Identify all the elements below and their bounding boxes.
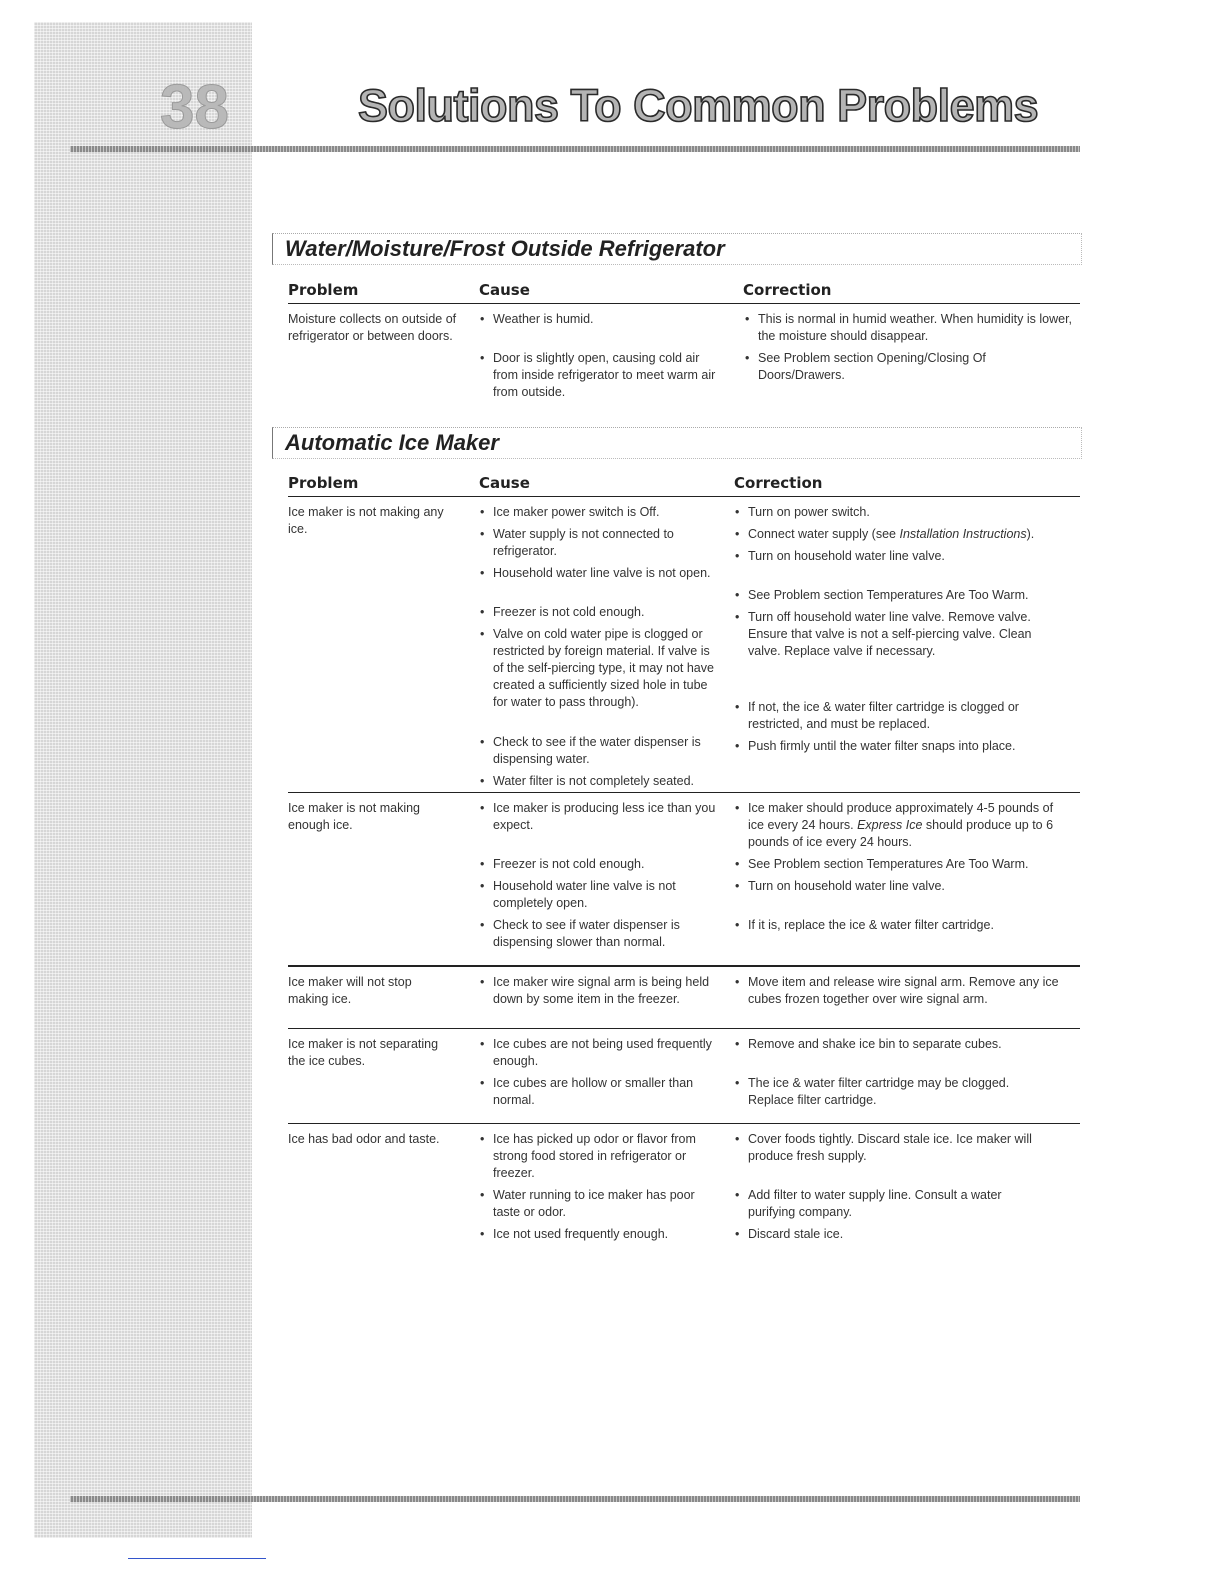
- row-divider: [288, 965, 1080, 967]
- row-divider: [288, 792, 1080, 793]
- correction-item: • Move item and release wire signal arm. Remove any ice cubes frozen together over wire signal arm.: [735, 974, 1078, 1008]
- cause-item: • Household water line valve is not completely open.: [480, 878, 718, 912]
- cause-item: • Ice has picked up odor or flavor from strong food stored in refrigerator or freezer.: [480, 1131, 725, 1182]
- problem-cell: Ice maker is not making any ice.: [288, 505, 444, 536]
- cause-item: • Ice maker wire signal arm is being held down by some item in the freezer.: [480, 974, 718, 1008]
- column-header-correction: Correction: [743, 281, 832, 299]
- section-header-moisture: [272, 233, 1082, 265]
- correction-item: • Remove and shake ice bin to separate cubes.: [735, 1036, 1078, 1053]
- correction-item: • Turn off household water line valve. Remove valve. Ensure that valve is not a self-piercing valve. Clean valve. Replace valve if necessary.: [735, 609, 1058, 660]
- cause-item: • Water filter is not completely seated.: [480, 773, 733, 790]
- correction-item: • If not, the ice & water filter cartridge is clogged or restricted, and must be replaced.: [735, 699, 1058, 733]
- column-header-problem: Problem: [288, 474, 359, 492]
- header-divider: [288, 303, 1080, 304]
- cause-item: • Valve on cold water pipe is clogged or restricted by foreign material. If valve is of the self-piercing type, it may not have created a sufficiently sized hole in tube for water to pass through).: [480, 626, 718, 711]
- column-header-cause: Cause: [479, 474, 530, 492]
- correction-item: • Turn on household water line valve.: [735, 548, 1078, 565]
- cause-item: • Ice maker is producing less ice than you expect.: [480, 800, 718, 834]
- footer-link-underline: [128, 1558, 266, 1559]
- problem-cell: Ice maker is not separating the ice cubes.: [288, 1037, 439, 1068]
- correction-text: should produce up to 6 pounds of ice every 24 hours.: [748, 818, 1054, 849]
- correction-text: Connect water supply (see: [748, 527, 900, 541]
- header-divider: [288, 496, 1080, 497]
- section-title: Automatic Ice Maker: [285, 430, 499, 455]
- cause-item: • Water supply is not connected to refrigerator.: [480, 526, 718, 560]
- correction-item: • Turn on power switch.: [735, 504, 1078, 521]
- correction-item: [735, 800, 1068, 851]
- correction-item: • If it is, replace the ice & water filter cartridge.: [735, 917, 1078, 934]
- correction-item: • Push firmly until the water filter snaps into place.: [735, 738, 1078, 755]
- footer-rule: [70, 1496, 1080, 1502]
- correction-item: • See Problem section Temperatures Are Too Warm.: [735, 587, 1078, 604]
- cause-item: • Freezer is not cold enough.: [480, 856, 718, 873]
- correction-item: [735, 526, 1078, 543]
- problem-cell: Ice has bad odor and taste.: [288, 1132, 440, 1146]
- page-number: 38: [160, 73, 229, 142]
- cause-item: • Ice not used frequently enough.: [480, 1226, 725, 1243]
- cause-item: • Check to see if water dispenser is dispensing slower than normal.: [480, 917, 718, 951]
- problem-cell: Ice maker will not stop making ice.: [288, 975, 412, 1006]
- decorative-sidebar: [34, 22, 252, 1538]
- row-divider: [288, 1123, 1080, 1124]
- cause-item: • Check to see if the water dispenser is dispensing water.: [480, 734, 718, 768]
- cause-item: • Weather is humid.: [480, 311, 725, 328]
- cause-item: • Ice maker power switch is Off.: [480, 504, 718, 521]
- installation-instructions-ref: Installation Instructions: [899, 527, 1027, 541]
- correction-item: • Discard stale ice.: [735, 1226, 1048, 1243]
- column-header-cause: Cause: [479, 281, 530, 299]
- cause-item: • Water running to ice maker has poor taste or odor.: [480, 1187, 725, 1221]
- section-title: Water/Moisture/Frost Outside Refrigerator: [285, 236, 725, 261]
- correction-item: • Cover foods tightly. Discard stale ice. Ice maker will produce fresh supply.: [735, 1131, 1078, 1165]
- correction-item: • Turn on household water line valve.: [735, 878, 1078, 895]
- cause-item: • Freezer is not cold enough.: [480, 604, 718, 621]
- correction-text: ).: [1026, 527, 1035, 541]
- correction-item: • This is normal in humid weather. When humidity is lower, the moisture should disappear.: [745, 311, 1078, 345]
- page-title: Solutions To Common Problems: [358, 80, 1039, 131]
- correction-item: • See Problem section Opening/Closing Of Doors/Drawers.: [745, 350, 1048, 384]
- cause-item: • Household water line valve is not open.: [480, 565, 718, 582]
- correction-text: Ice maker should produce approximately 4-5 pounds of ice every 24 hours.: [748, 801, 1054, 832]
- column-header-correction: Correction: [734, 474, 823, 492]
- column-header-problem: Problem: [288, 281, 359, 299]
- problem-cell: Ice maker is not making enough ice.: [288, 801, 420, 832]
- section-header-ice-maker: [272, 427, 1082, 459]
- correction-item: • The ice & water filter cartridge may be clogged. Replace filter cartridge.: [735, 1075, 1048, 1109]
- cause-item: • Door is slightly open, causing cold air from inside refrigerator to meet warm air from outside.: [480, 350, 725, 401]
- cause-item: • Ice cubes are hollow or smaller than normal.: [480, 1075, 718, 1109]
- header-rule: [70, 146, 1080, 152]
- express-ice-ref: Express Ice: [857, 818, 923, 832]
- correction-item: • Add filter to water supply line. Consult a water purifying company.: [735, 1187, 1048, 1221]
- cause-item: • Ice cubes are not being used frequently enough.: [480, 1036, 718, 1070]
- correction-item: • See Problem section Temperatures Are Too Warm.: [735, 856, 1078, 873]
- problem-cell: Moisture collects on outside of refrigerator or between doors.: [288, 312, 457, 343]
- row-divider: [288, 1028, 1080, 1029]
